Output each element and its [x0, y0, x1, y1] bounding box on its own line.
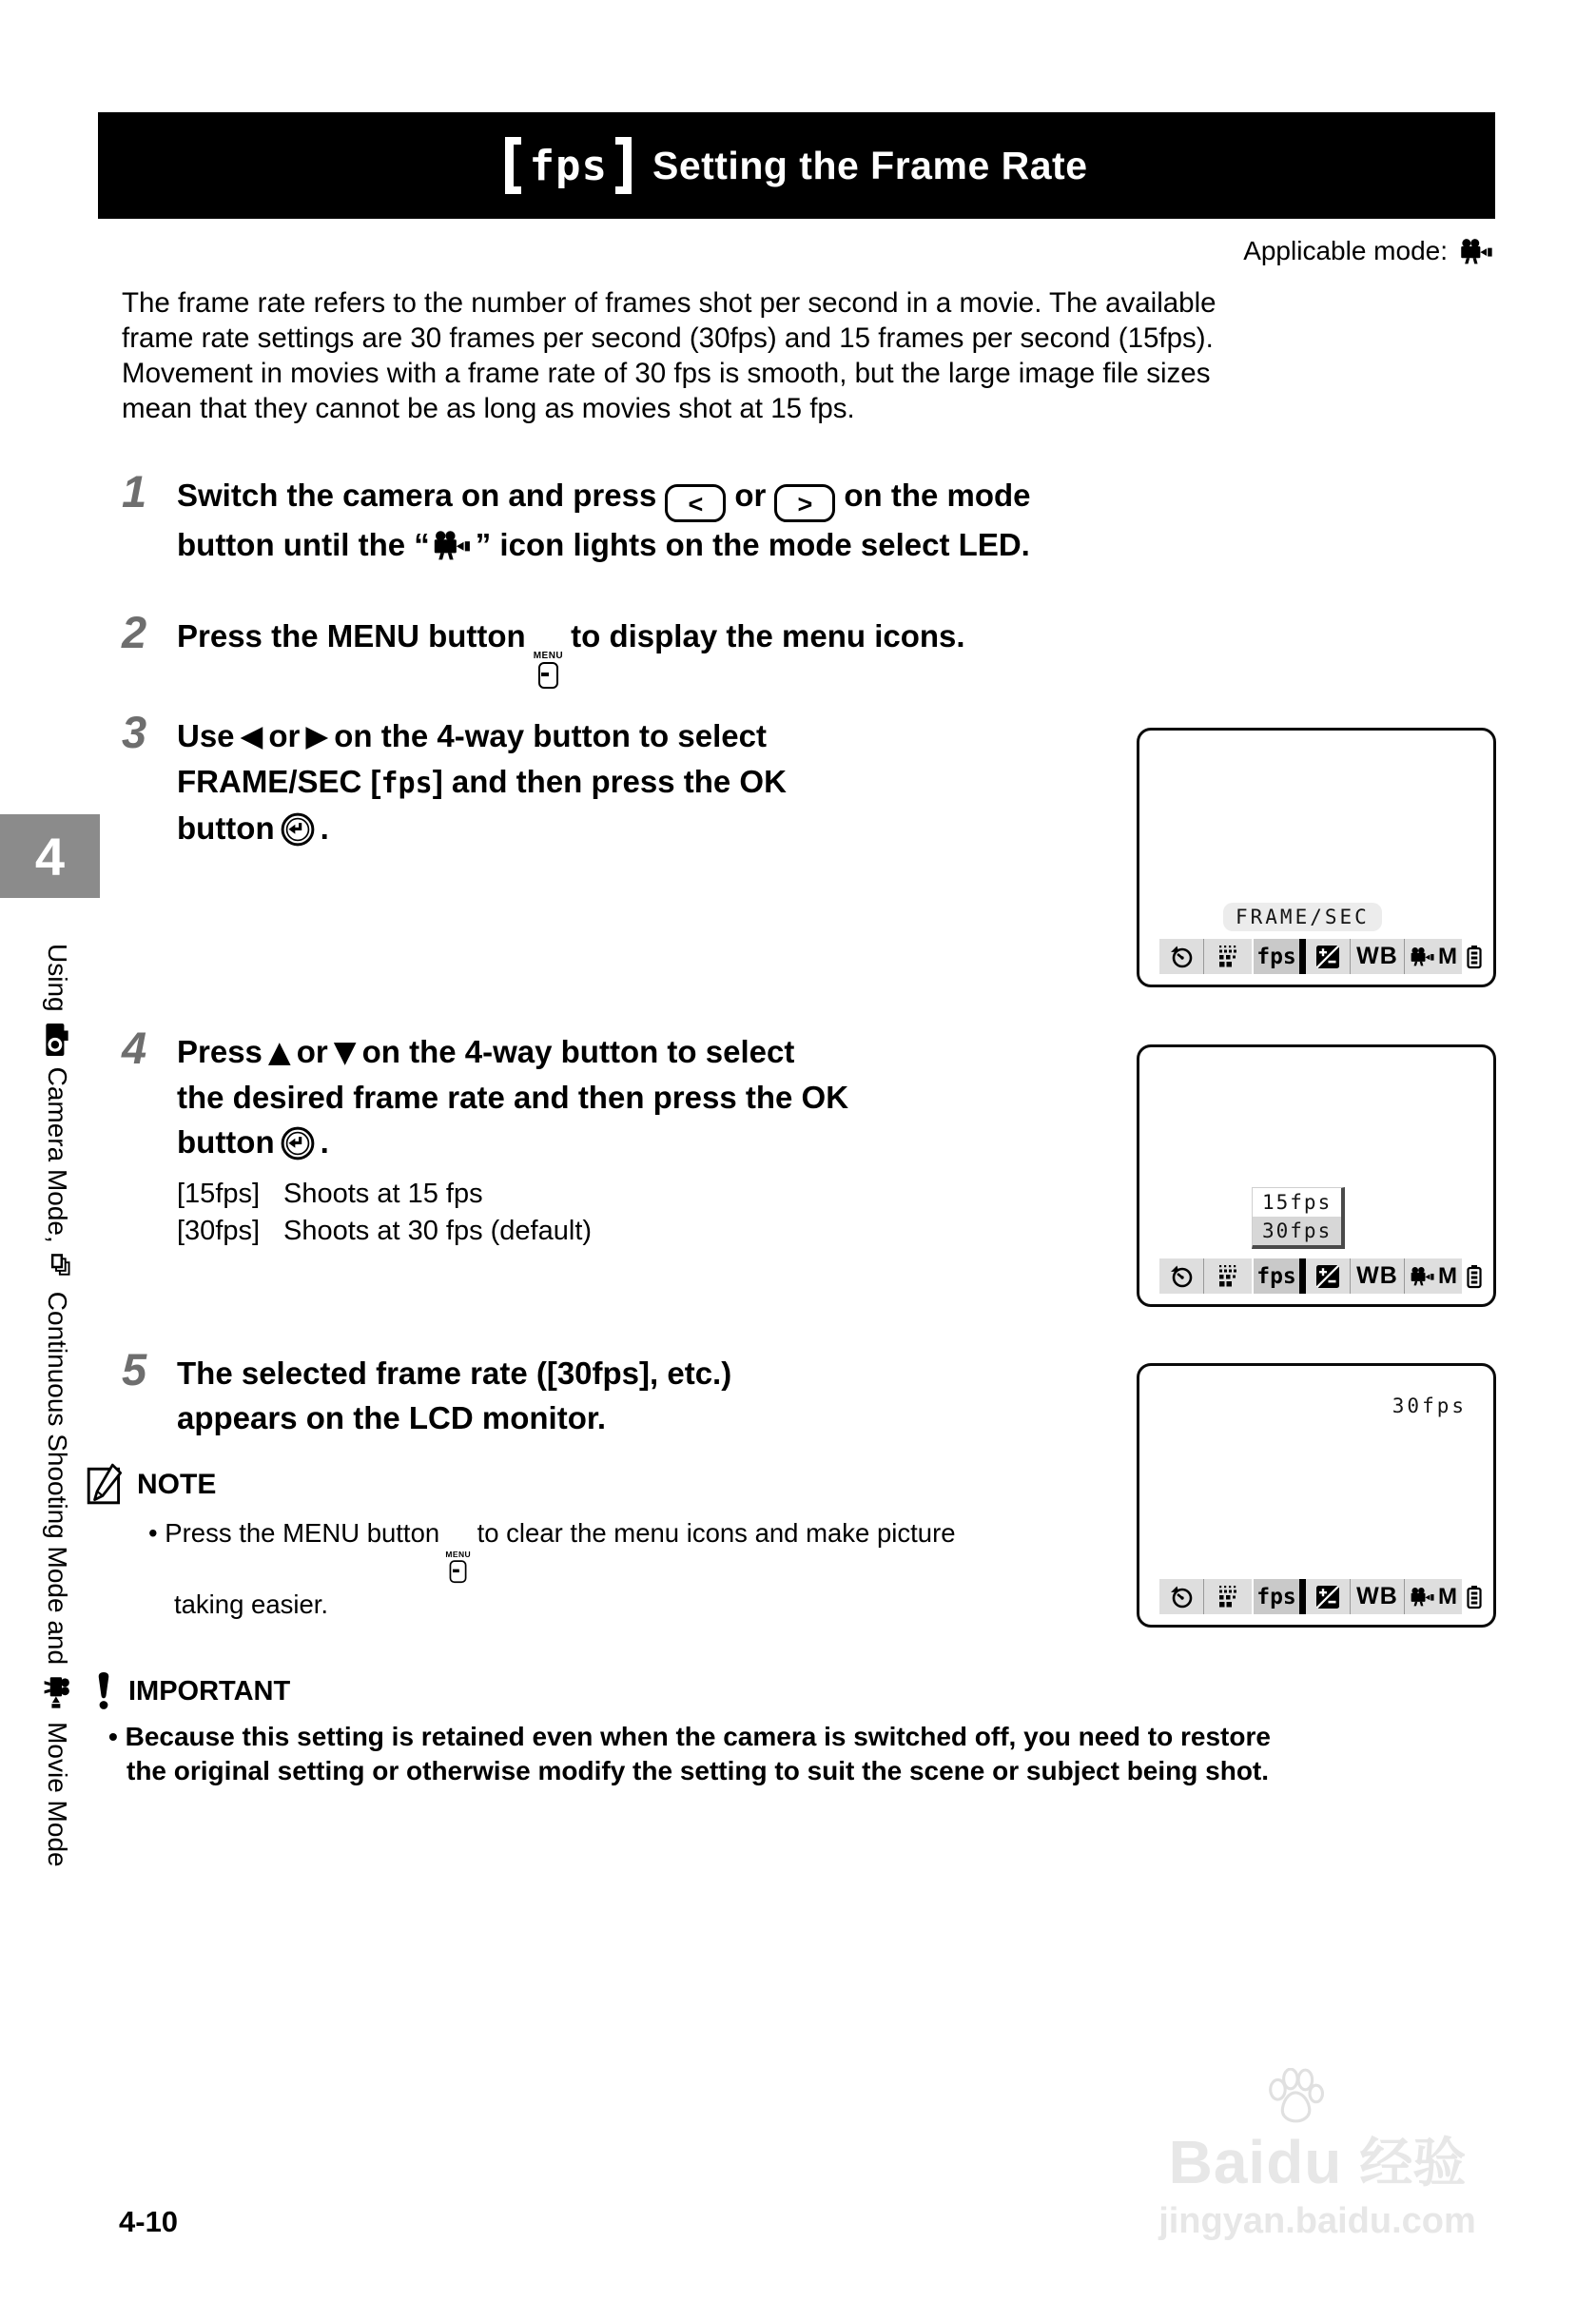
note-line1a: Press the MENU button [165, 1518, 440, 1548]
self-timer-icon [1159, 939, 1203, 974]
option-key: [15fps] [177, 1179, 261, 1209]
step-4-line1a: Press [177, 1034, 263, 1069]
lcd-screenshot-frame-sec [1137, 728, 1496, 987]
step-4-line1b: on the 4-way button to select [361, 1034, 795, 1069]
movie-mode-icon [1459, 238, 1495, 264]
section-header-bar [98, 112, 1495, 219]
step-4 [122, 1023, 849, 1250]
recorded-pixels-icon [1203, 1579, 1252, 1614]
fps-inline-label: fps [380, 767, 433, 800]
step-number: 1 [122, 466, 147, 517]
bullet: • [108, 1722, 118, 1751]
option-key: [30fps] [177, 1216, 261, 1246]
step-5-line2: appears on the LCD monitor. [177, 1400, 607, 1435]
selection-cursor [1299, 1579, 1306, 1614]
important-block [95, 1672, 1271, 1788]
up-arrow-icon: ▲ [267, 1035, 291, 1069]
intro-line: mean that they cannot be as long as movies shot at 15 fps. [122, 393, 855, 424]
fps-menu-item: fps [1254, 1579, 1299, 1614]
intro-line: frame rate settings are 30 frames per second (30fps) and 15 frames per second (15fps). [122, 322, 1214, 354]
page-title: Setting the Frame Rate [652, 143, 1088, 187]
self-timer-icon [1159, 1258, 1203, 1294]
step-2-line1b: to display the menu icons. [571, 618, 965, 653]
sidebar-text: Camera Mode, [43, 1066, 72, 1243]
popup-option-15fps: 15fps [1262, 1191, 1333, 1214]
option-row [177, 1176, 848, 1213]
step-2-line1a: Press the MENU button [177, 618, 526, 653]
menu-button-icon: MENU [534, 652, 563, 689]
step-3-or: or [268, 718, 301, 753]
exposure-compensation-icon [1306, 939, 1350, 974]
down-arrow-icon: ▼ [333, 1035, 357, 1069]
frame-rate-popup [1252, 1187, 1345, 1249]
intro-line: The frame rate refers to the number of frames shot per second in a movie. The available [122, 287, 1216, 319]
popup-option-30fps-selected: 30fps [1253, 1217, 1341, 1245]
right-arrow-icon: ▶ [305, 719, 329, 753]
applicable-mode [1243, 236, 1495, 266]
step-4-line3a: button [177, 1124, 275, 1160]
bracket-right [615, 137, 632, 194]
bullet: • [148, 1518, 158, 1548]
sidebar-text: Using [43, 944, 72, 1012]
step-3-line2b: ] and then press the OK [432, 764, 787, 799]
chapter-number: 4 [34, 826, 66, 887]
bracket-left [505, 137, 521, 194]
step-1 [122, 466, 1031, 567]
step-4-line2: the desired frame rate and then press the OK [177, 1080, 849, 1115]
note-title: NOTE [137, 1469, 217, 1500]
watermark-brand-cn: 经验 [1359, 2133, 1467, 2193]
step-number: 3 [122, 707, 147, 757]
recorded-pixels-icon [1203, 939, 1252, 974]
option-desc: Shoots at 30 fps (default) [283, 1216, 593, 1246]
selection-cursor [1299, 939, 1306, 974]
step-2-text [177, 614, 965, 689]
lcd-screenshot-popup [1137, 1044, 1496, 1307]
step-3-line1a: Use [177, 718, 235, 753]
battery-icon [1462, 1258, 1487, 1294]
mode-right-button-icon: > [774, 484, 835, 522]
intro-line: Movement in movies with a frame rate of 30 fps is smooth, but the large image file sizes [122, 358, 1211, 389]
step-3-line3a: button [177, 810, 275, 846]
frame-rate-options [177, 1176, 848, 1250]
mode-left-button-icon: < [665, 484, 726, 522]
battery-icon [1462, 1579, 1487, 1614]
selected-frame-rate-display: 30fps [1392, 1395, 1467, 1417]
battery-icon [1462, 939, 1487, 974]
step-3 [122, 707, 787, 850]
step-5-text [177, 1351, 731, 1440]
movie-mode-icon [44, 1675, 70, 1711]
note-line1b: to clear the menu icons and make picture [477, 1518, 956, 1548]
step-1-line2b: ” icon lights on the mode select LED. [475, 527, 1030, 562]
self-timer-icon [1159, 1579, 1203, 1614]
step-number: 2 [122, 607, 147, 657]
important-title: IMPORTANT [128, 1675, 291, 1707]
applicable-mode-label: Applicable mode: [1243, 236, 1448, 265]
white-balance-menu-item: WB [1350, 939, 1404, 974]
watermark-url: jingyan.baidu.com [1158, 2201, 1476, 2241]
step-1-line2a: button until the “ [177, 527, 430, 562]
step-1-line1a: Switch the camera on and press [177, 478, 657, 513]
note-block [86, 1463, 956, 1623]
fps-menu-item: fps [1254, 939, 1299, 974]
movie-mode-menu-item: M [1404, 1258, 1462, 1294]
step-1-line1b: on the mode [844, 478, 1031, 513]
continuous-shooting-icon [44, 1254, 71, 1281]
important-line1: Because this setting is retained even when the camera is switched off, you need to restore [125, 1722, 1271, 1751]
note-line2: taking easier. [174, 1590, 329, 1619]
lcd-menu-bar [1159, 1579, 1487, 1614]
note-icon [86, 1463, 126, 1507]
step-3-line2a: FRAME/SEC [ [177, 764, 381, 799]
menu-button-icon: MENU [446, 1551, 472, 1583]
camera-mode-icon [45, 1023, 69, 1057]
lcd-menu-bar [1159, 939, 1487, 974]
step-number: 4 [122, 1023, 147, 1073]
movie-mode-menu-item: M [1404, 1579, 1462, 1614]
important-line2: the original setting or otherwise modify the setting to suit the scene or subject being shot. [127, 1756, 1270, 1785]
sidebar-text: Movie Mode [43, 1722, 72, 1867]
exposure-compensation-icon [1306, 1579, 1350, 1614]
sidebar-text: Continuous Shooting Mode and [43, 1291, 72, 1666]
header-fps-label: fps [529, 141, 608, 190]
step-5-line1: The selected frame rate ([30fps], etc.) [177, 1356, 732, 1391]
baidu-paw-icon [1265, 2068, 1324, 2123]
step-1-or: or [734, 478, 767, 513]
movie-mode-icon [432, 530, 474, 560]
fps-menu-item: fps [1254, 1258, 1299, 1294]
intro-paragraph [122, 285, 1216, 426]
exposure-compensation-icon [1306, 1258, 1350, 1294]
option-row [177, 1213, 848, 1250]
step-4-line3b: . [320, 1124, 329, 1160]
step-3-line1b: on the 4-way button to select [334, 718, 767, 753]
selection-cursor [1299, 1258, 1306, 1294]
chapter-title-vertical [38, 944, 76, 1867]
page-number: 4-10 [119, 2205, 179, 2238]
white-balance-menu-item: WB [1350, 1258, 1404, 1294]
lcd-menu-bar [1159, 1258, 1487, 1294]
step-5 [122, 1344, 732, 1440]
ok-button-icon [281, 1126, 315, 1160]
important-exclamation-icon [95, 1672, 112, 1710]
watermark-brand: Baidu [1168, 2128, 1343, 2196]
white-balance-menu-item: WB [1350, 1579, 1404, 1614]
step-2 [122, 607, 965, 689]
step-number: 5 [122, 1344, 147, 1395]
step-3-text [177, 713, 787, 850]
frame-sec-label: FRAME/SEC [1223, 903, 1382, 931]
step-1-text [177, 473, 1031, 567]
ok-button-icon [281, 812, 315, 847]
step-4-or: or [296, 1034, 328, 1069]
baidu-watermark [1122, 2074, 1512, 2242]
option-desc: Shoots at 15 fps [283, 1179, 483, 1209]
chapter-number-tab [0, 814, 100, 898]
step-4-text [177, 1029, 848, 1164]
lcd-screenshot-result [1137, 1363, 1496, 1628]
left-arrow-icon: ◀ [240, 719, 263, 753]
step-3-line3b: . [320, 810, 329, 846]
recorded-pixels-icon [1203, 1258, 1252, 1294]
movie-mode-menu-item: M [1404, 939, 1462, 974]
